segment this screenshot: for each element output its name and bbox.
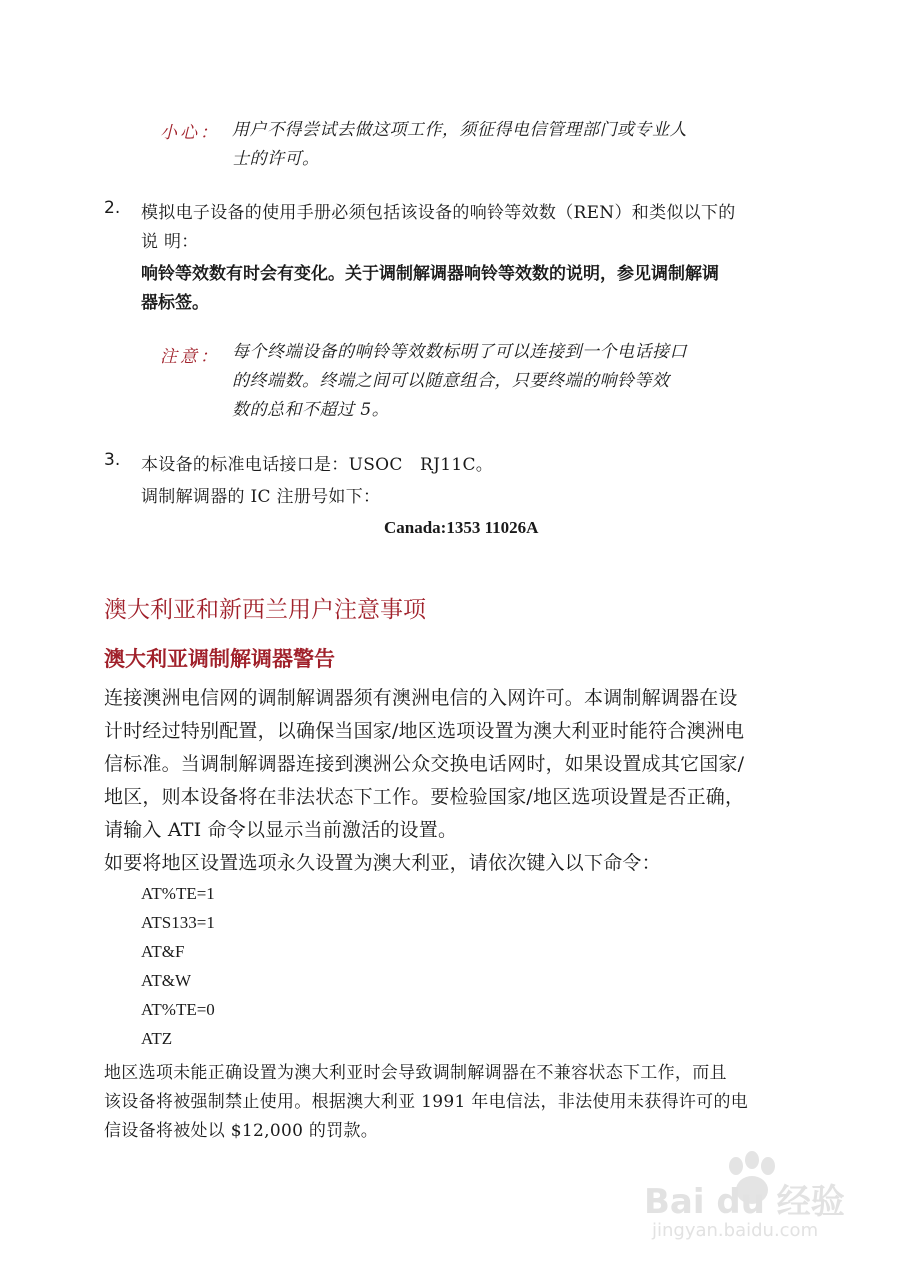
command-line: ATZ (141, 1029, 173, 1048)
item3-line2: 调制解调器的 IC 注册号如下： (141, 487, 381, 507)
item2-line2: 说 明： (141, 232, 199, 252)
note-label: 注意： (160, 347, 220, 367)
para1-line1: 连接澳洲电信网的调制解调器须有澳洲电信的入网许可。本调制解调器在设 (104, 687, 738, 709)
command-line: AT&W (141, 971, 192, 990)
para3-line2: 该设备将被强制禁止使用。根据澳大利亚 1991 年电信法，非法使用未获得许可的电 (104, 1092, 749, 1112)
caution-text-line1: 用户不得尝试去做这项工作，须征得电信管理部门或专业人 (232, 120, 687, 140)
para1-line2: 计时经过特别配置，以确保当国家/地区选项设置为澳大利亚时能符合澳洲电 (104, 720, 745, 742)
para2: 如要将地区设置选项永久设置为澳大利亚，请依次键入以下命令： (104, 852, 661, 874)
para1-line5: 请输入 ATI 命令以显示当前激活的设置。 (104, 819, 458, 841)
command-line: ATS133=1 (141, 913, 215, 932)
note-text-line3: 数的总和不超过 5。 (232, 400, 390, 420)
item-number-3: 3. (104, 450, 121, 470)
baidu-watermark (640, 1150, 860, 1250)
section-heading: 澳大利亚和新西兰用户注意事项 (104, 597, 426, 623)
item-number-2: 2. (104, 198, 121, 218)
watermark-logo: Bai du 经验 (644, 1182, 845, 1222)
note-text-line2: 的终端数。终端之间可以随意组合，只要终端的响铃等效 (232, 371, 670, 391)
command-line: AT%TE=0 (141, 1000, 215, 1019)
command-line: AT&F (141, 942, 185, 961)
item3-line1: 本设备的标准电话接口是：USOC RJ11C。 (141, 455, 494, 475)
para1-line3: 信标准。当调制解调器连接到澳洲公众交换电话网时，如果设置成其它国家/ (104, 753, 745, 775)
command-line: AT%TE=1 (141, 884, 215, 903)
para3-line3: 信设备将被处以 $12,000 的罚款。 (104, 1121, 379, 1141)
para3-line1: 地区选项未能正确设置为澳大利亚时会导致调制解调器在不兼容状态下工作，而且 (104, 1063, 727, 1083)
ic-registration-number: Canada:1353 11026A (384, 518, 539, 537)
watermark-url: jingyan.baidu.com (652, 1220, 819, 1241)
item2-line1: 模拟电子设备的使用手册必须包括该设备的响铃等效数（REN）和类似以下的 (141, 203, 736, 223)
item2-bold-line1: 响铃等效数有时会有变化。关于调制解调器响铃等效数的说明，参见调制解调 (141, 264, 719, 284)
caution-label: 小心： (160, 123, 220, 143)
caution-text-line2: 士的许可。 (232, 149, 320, 169)
section-subheading: 澳大利亚调制解调器警告 (104, 647, 335, 671)
note-text-line1: 每个终端设备的响铃等效数标明了可以连接到一个电话接口 (232, 342, 687, 362)
para1-line4: 地区，则本设备将在非法状态下工作。要检验国家/地区选项设置是否正确， (104, 786, 745, 808)
item2-bold-line2: 器标签。 (141, 293, 209, 313)
